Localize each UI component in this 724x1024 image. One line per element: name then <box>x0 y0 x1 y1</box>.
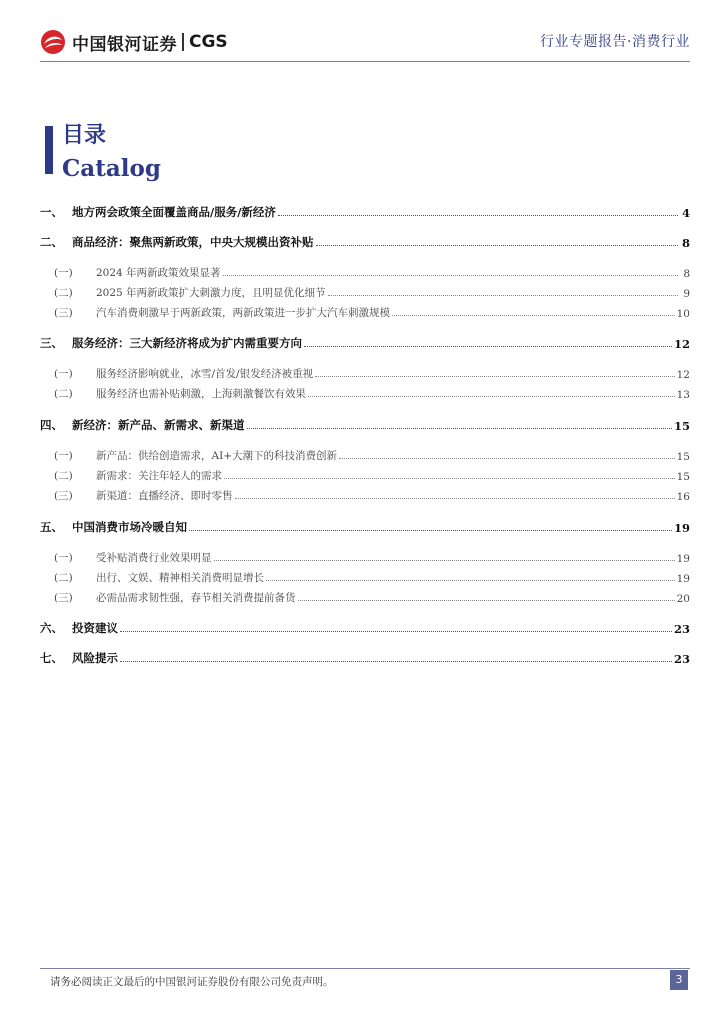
company-logo <box>40 26 228 58</box>
toc-entry-page: 8 <box>681 236 690 250</box>
toc-entry-title: 受补贴消费行业效果明显 <box>96 552 212 564</box>
toc-dot-leader <box>214 560 675 561</box>
toc-dot-leader <box>278 215 678 216</box>
logo-text-cn: 中国银河证券 <box>72 34 177 55</box>
toc-entry[interactable] <box>40 200 690 220</box>
toc-entry[interactable] <box>40 616 690 636</box>
toc-dot-leader <box>315 376 675 377</box>
toc-entry-page: 23 <box>673 622 690 636</box>
toc-entry[interactable] <box>40 331 690 351</box>
toc-entry-number: (一) <box>54 267 73 279</box>
toc-entry-number: (三) <box>54 490 73 502</box>
toc-entry-page: 15 <box>673 419 690 433</box>
toc-dot-leader <box>328 295 678 296</box>
logo-text-en: CGS <box>189 32 228 52</box>
header-divider <box>40 61 690 62</box>
toc-entry-number: (二) <box>54 287 73 299</box>
toc-dot-leader <box>339 458 675 459</box>
toc-entry[interactable] <box>40 260 690 280</box>
toc-entry-page: 12 <box>676 369 690 381</box>
toc-dot-leader <box>223 275 678 276</box>
toc-entry-page: 10 <box>676 308 690 320</box>
toc-entry-title: 必需品需求韧性强，春节相关消费提前备货 <box>96 592 296 604</box>
toc-entry-title: 商品经济：聚焦两新政策，中央大规模出资补贴 <box>72 235 314 249</box>
report-type: 行业专题报告·消费行业 <box>540 34 690 50</box>
toc-entry-title: 服务经济：三大新经济将成为扩内需重要方向 <box>72 336 302 350</box>
toc-dot-leader <box>189 530 672 531</box>
toc-dot-leader <box>308 396 675 397</box>
toc-entry-number: 六、 <box>40 621 63 635</box>
toc-entry-page: 19 <box>676 573 690 585</box>
toc-entry-page: 9 <box>683 288 690 300</box>
toc-entry-number: (三) <box>54 307 73 319</box>
toc-entry-number: (一) <box>54 450 73 462</box>
toc-entry[interactable] <box>40 585 690 605</box>
toc-dot-leader <box>247 428 672 429</box>
toc-dot-leader <box>304 346 672 347</box>
toc-entry-number: 二、 <box>40 235 63 249</box>
toc-entry-number: (二) <box>54 572 73 584</box>
toc-entry-number: (一) <box>54 368 73 380</box>
toc-entry-page: 4 <box>681 206 690 220</box>
toc-entry-title: 服务经济也需补贴刺激，上海刺激餐饮有效果 <box>96 388 306 400</box>
toc-entry-page: 15 <box>676 451 690 463</box>
toc-entry-title: 2024 年两新政策效果显著 <box>96 267 221 279</box>
toc-dot-leader <box>235 498 675 499</box>
galaxy-logo-icon <box>40 29 66 55</box>
toc-entry-title: 出行、文娱、精神相关消费明显增长 <box>96 572 264 584</box>
toc-entry-page: 23 <box>673 652 690 666</box>
toc-entry[interactable] <box>40 515 690 535</box>
toc-entry-title: 2025 年两新政策扩大刺激力度，且明显优化细节 <box>96 287 326 299</box>
toc-entry-title: 投资建议 <box>72 621 118 635</box>
footer-divider <box>40 968 690 969</box>
logo-separator <box>182 33 184 51</box>
page-header <box>0 0 724 62</box>
toc-entry[interactable] <box>40 413 690 433</box>
toc-entry-title: 新产品：供给创造需求，AI+大潮下的科技消费创新 <box>96 450 338 462</box>
toc-dot-leader <box>298 600 675 601</box>
toc-entry-number: (三) <box>54 592 73 604</box>
toc-entry[interactable] <box>40 483 690 503</box>
toc-entry-page: 19 <box>673 521 690 535</box>
toc-entry-number: 一、 <box>40 205 63 219</box>
toc-entry-number: (二) <box>54 470 73 482</box>
toc-entry-page: 8 <box>683 268 690 280</box>
toc-entry[interactable] <box>40 361 690 381</box>
footer-disclaimer: 请务必阅读正文最后的中国银河证券股份有限公司免责声明。 <box>50 976 334 988</box>
toc-entry[interactable] <box>40 646 690 666</box>
toc-dot-leader <box>120 661 672 662</box>
toc-entry-title: 汽车消费刺激早于两新政策，两新政策进一步扩大汽车刺激规模 <box>96 307 390 319</box>
page-number: 3 <box>670 970 688 990</box>
toc-entry-page: 16 <box>676 491 690 503</box>
toc-entry[interactable] <box>40 443 690 463</box>
toc-entry-title: 风险提示 <box>72 651 118 665</box>
toc-entry[interactable] <box>40 381 690 401</box>
toc-dot-leader <box>266 580 675 581</box>
toc-entry-number: (一) <box>54 552 73 564</box>
toc-entry-page: 13 <box>676 389 690 401</box>
toc-dot-leader <box>224 478 675 479</box>
toc-entry[interactable] <box>40 463 690 483</box>
toc-entry-number: (二) <box>54 388 73 400</box>
toc-entry-title: 新经济：新产品、新需求、新渠道 <box>72 418 245 432</box>
toc-entry-title: 地方两会政策全面覆盖商品/服务/新经济 <box>72 205 276 219</box>
title-accent-bar <box>45 126 53 174</box>
toc-entry[interactable] <box>40 280 690 300</box>
toc-dot-leader <box>120 631 672 632</box>
toc-entry-number: 四、 <box>40 418 63 432</box>
toc-entry[interactable] <box>40 545 690 565</box>
toc-entry[interactable] <box>40 565 690 585</box>
toc-entry-number: 七、 <box>40 651 63 665</box>
toc-entry-number: 五、 <box>40 520 63 534</box>
toc-entry-title: 中国消费市场冷暖自知 <box>72 520 187 534</box>
catalog-title-en: Catalog <box>62 155 161 182</box>
toc-entry-title: 服务经济影响就业，冰雪/首发/银发经济被重视 <box>96 368 314 380</box>
toc-entry-title: 新需求：关注年轻人的需求 <box>96 470 222 482</box>
toc-entry-page: 20 <box>676 593 690 605</box>
toc-entry-title: 新渠道：直播经济、即时零售 <box>96 490 233 502</box>
toc-entry-number: 三、 <box>40 336 63 350</box>
toc-dot-leader <box>392 315 675 316</box>
catalog-title-cn: 目录 <box>62 123 107 148</box>
toc-entry-page: 12 <box>673 337 690 351</box>
toc-entry-page: 15 <box>676 471 690 483</box>
toc-entry[interactable] <box>40 300 690 320</box>
toc-entry-page: 19 <box>676 553 690 565</box>
toc-dot-leader <box>316 245 679 246</box>
toc-entry[interactable] <box>40 230 690 250</box>
